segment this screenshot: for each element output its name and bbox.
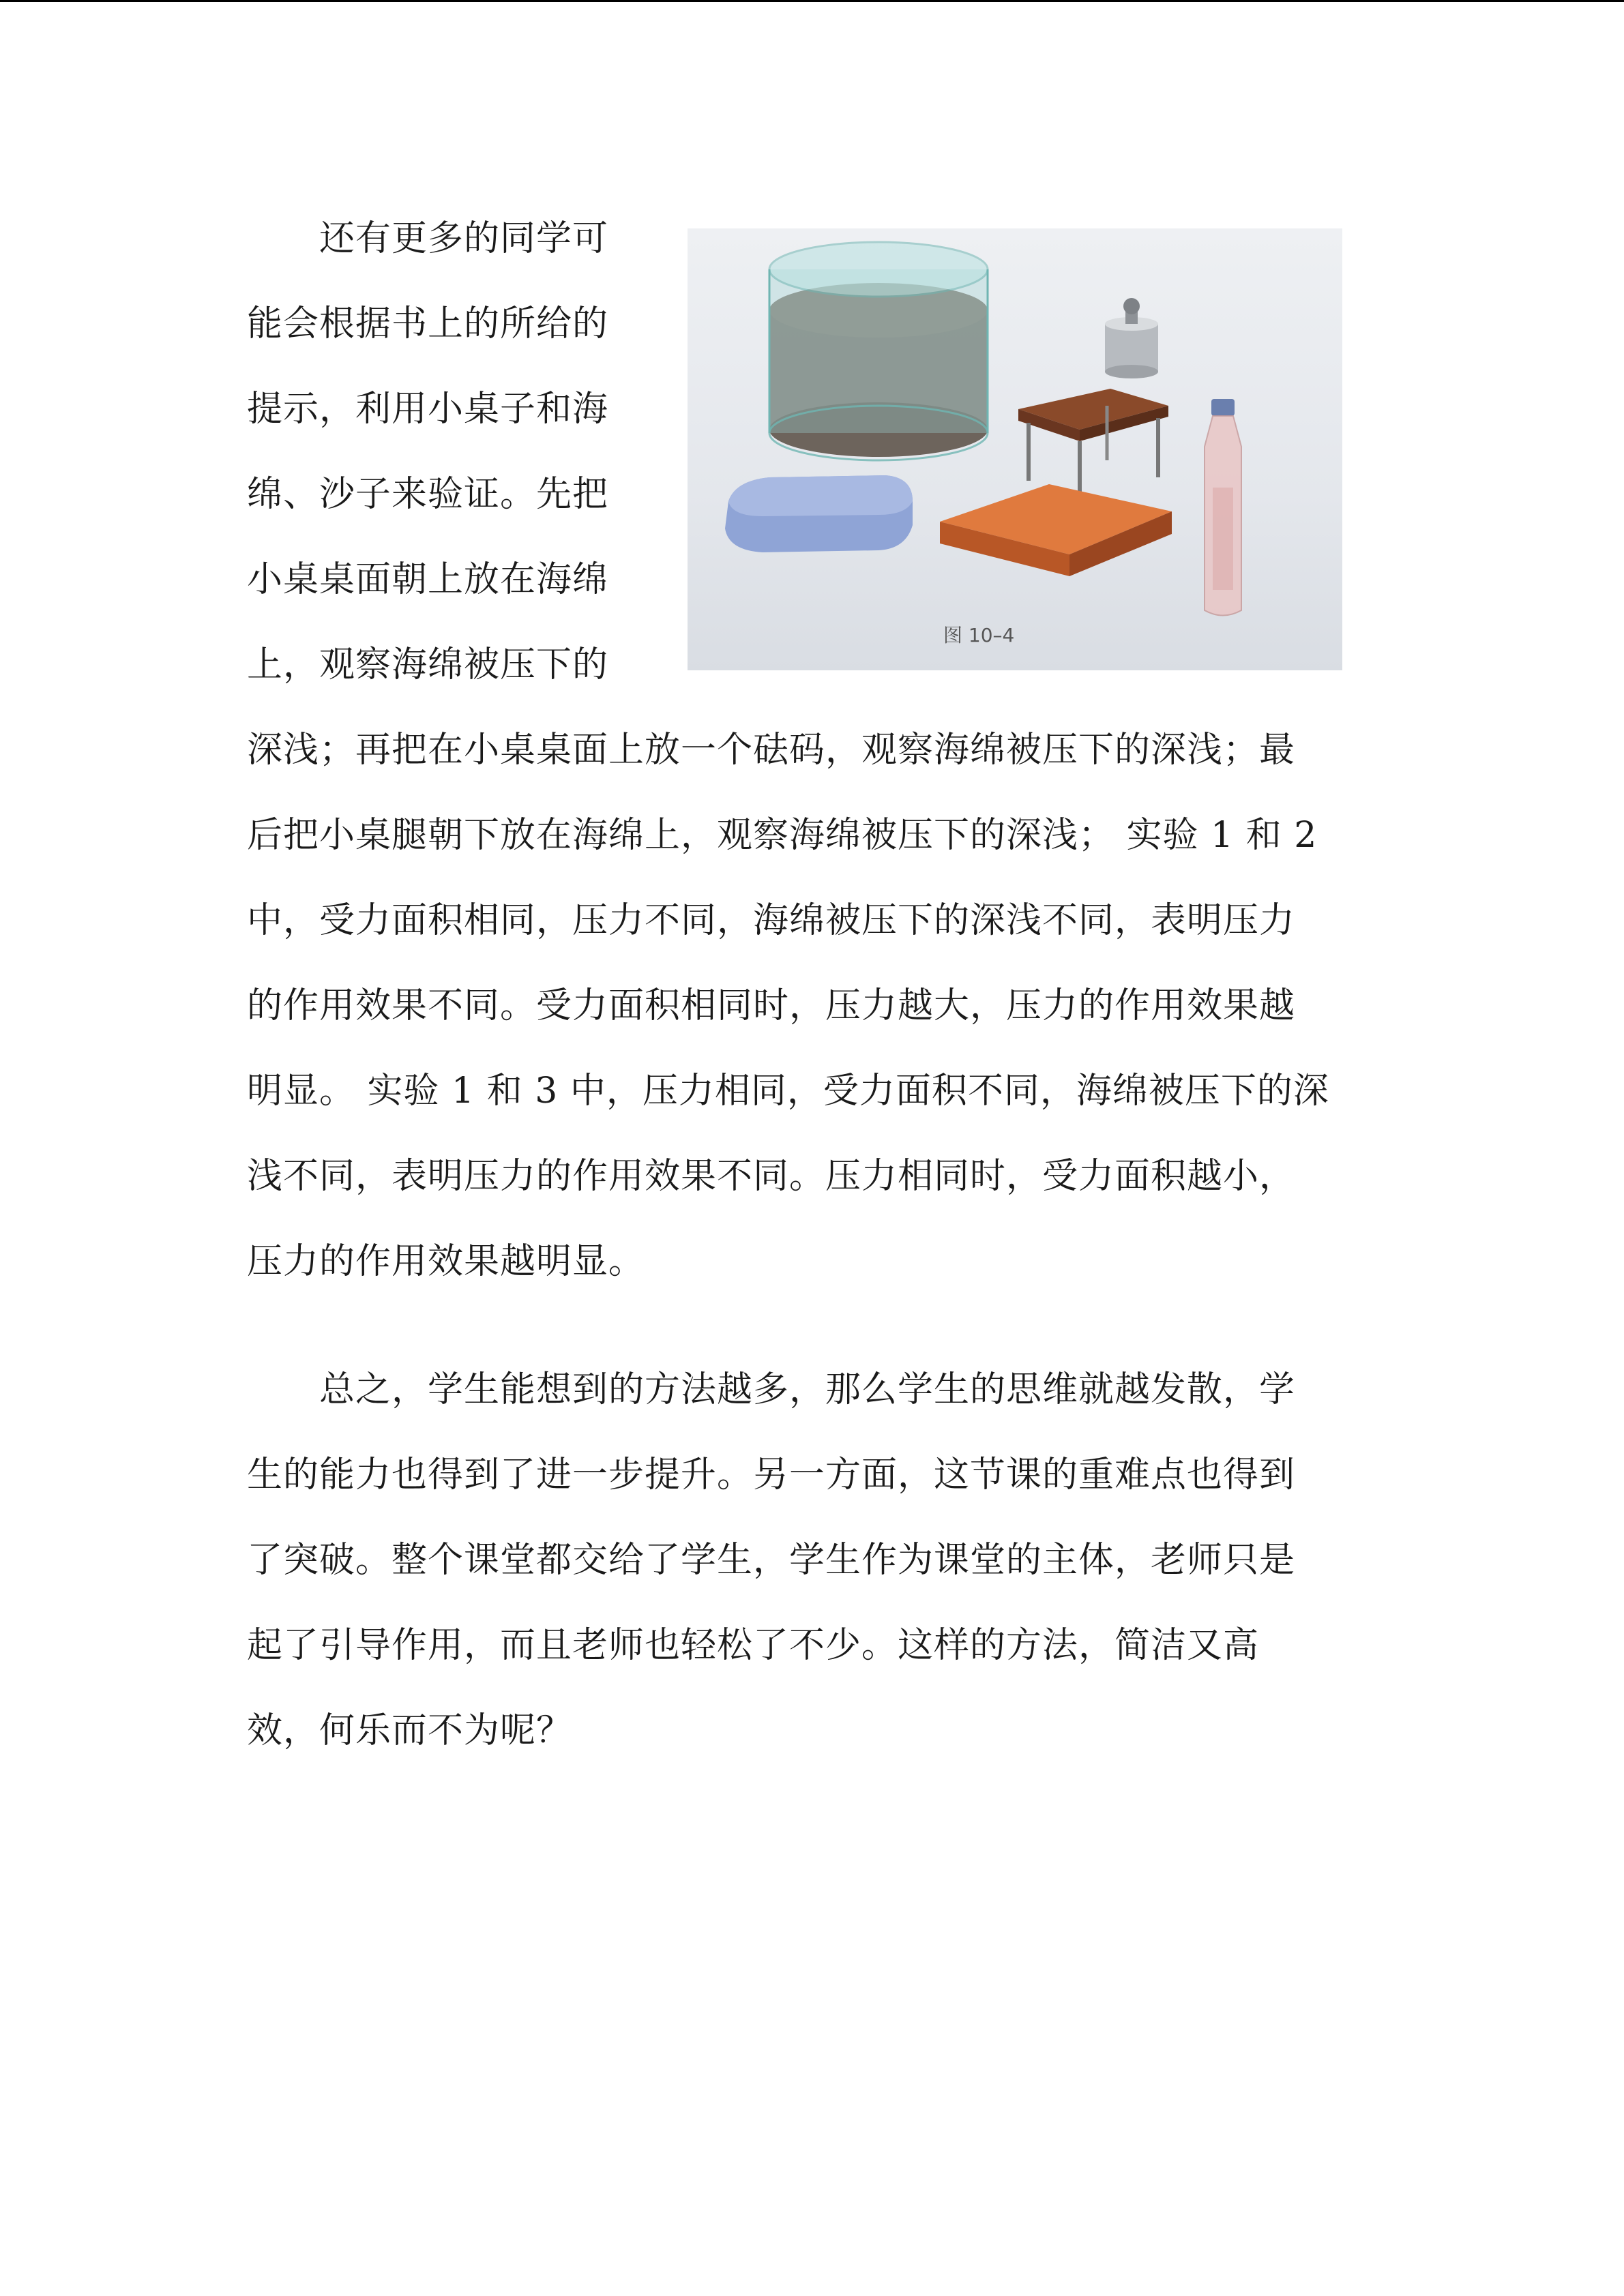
paragraph-1-line-6: 上，观察海绵被压下的 (247, 644, 609, 685)
paragraph-2-line-4: 起了引导作用，而且老师也轻松了不少。这样的方法，简洁又高 (247, 1625, 1260, 1666)
paragraph-1-line-13: 压力的作用效果越明显。 (247, 1241, 645, 1282)
paragraph-1-line-3: 提示，利用小桌子和海 (247, 389, 609, 430)
paragraph-2-line-2: 生的能力也得到了进一步提升。另一方面，这节课的重难点也得到 (247, 1455, 1296, 1495)
weight-icon (1105, 298, 1158, 378)
paragraph-2-line-3: 了突破。整个课堂都交给了学生，学生作为课堂的主体，老师只是 (247, 1540, 1296, 1581)
wooden-board-icon (940, 484, 1172, 576)
page-top-border (0, 0, 1624, 2)
paragraph-2-line-5: 效，何乐而不为呢？ (247, 1710, 573, 1751)
paragraph-1-line-4: 绵、沙子来验证。先把 (247, 474, 609, 515)
paragraph-1-line-1: 还有更多的同学可 (319, 218, 609, 259)
paragraph-1-line-9: 中，受力面积相同，压力不同，海绵被压下的深浅不同，表明压力 (247, 900, 1296, 941)
paragraph-1-line-11: 明显。 实验 1 和 3 中，压力相同，受力面积不同，海绵被压下的深 (247, 1071, 1329, 1112)
experiment-apparatus-illustration (688, 228, 1342, 670)
paragraph-1-line-2: 能会根据书上的所给的 (247, 303, 609, 344)
paragraph-2-line-1: 总之，学生能想到的方法越多，那么学生的思维就越发散，学 (319, 1369, 1296, 1410)
figure-caption: 图 10–4 (943, 624, 1015, 646)
glass-basin-icon (769, 242, 988, 460)
paragraph-1-line-10: 的作用效果不同。受力面积相同时，压力越大，压力的作用效果越 (247, 985, 1296, 1026)
paragraph-1-line-12: 浅不同，表明压力的作用效果不同。压力相同时，受力面积越小， (247, 1156, 1296, 1197)
paragraph-1-line-5: 小桌桌面朝上放在海绵 (247, 559, 609, 600)
paragraph-1-line-7: 深浅；再把在小桌桌面上放一个砝码，观察海绵被压下的深浅；最 (247, 730, 1296, 771)
bottle-icon (1205, 399, 1241, 616)
paragraph-1-line-8: 后把小桌腿朝下放在海绵上，观察海绵被压下的深浅； 实验 1 和 2 (247, 815, 1318, 856)
sponge-icon (725, 475, 913, 552)
small-table-icon (1018, 389, 1168, 498)
experiment-figure (688, 228, 1342, 670)
